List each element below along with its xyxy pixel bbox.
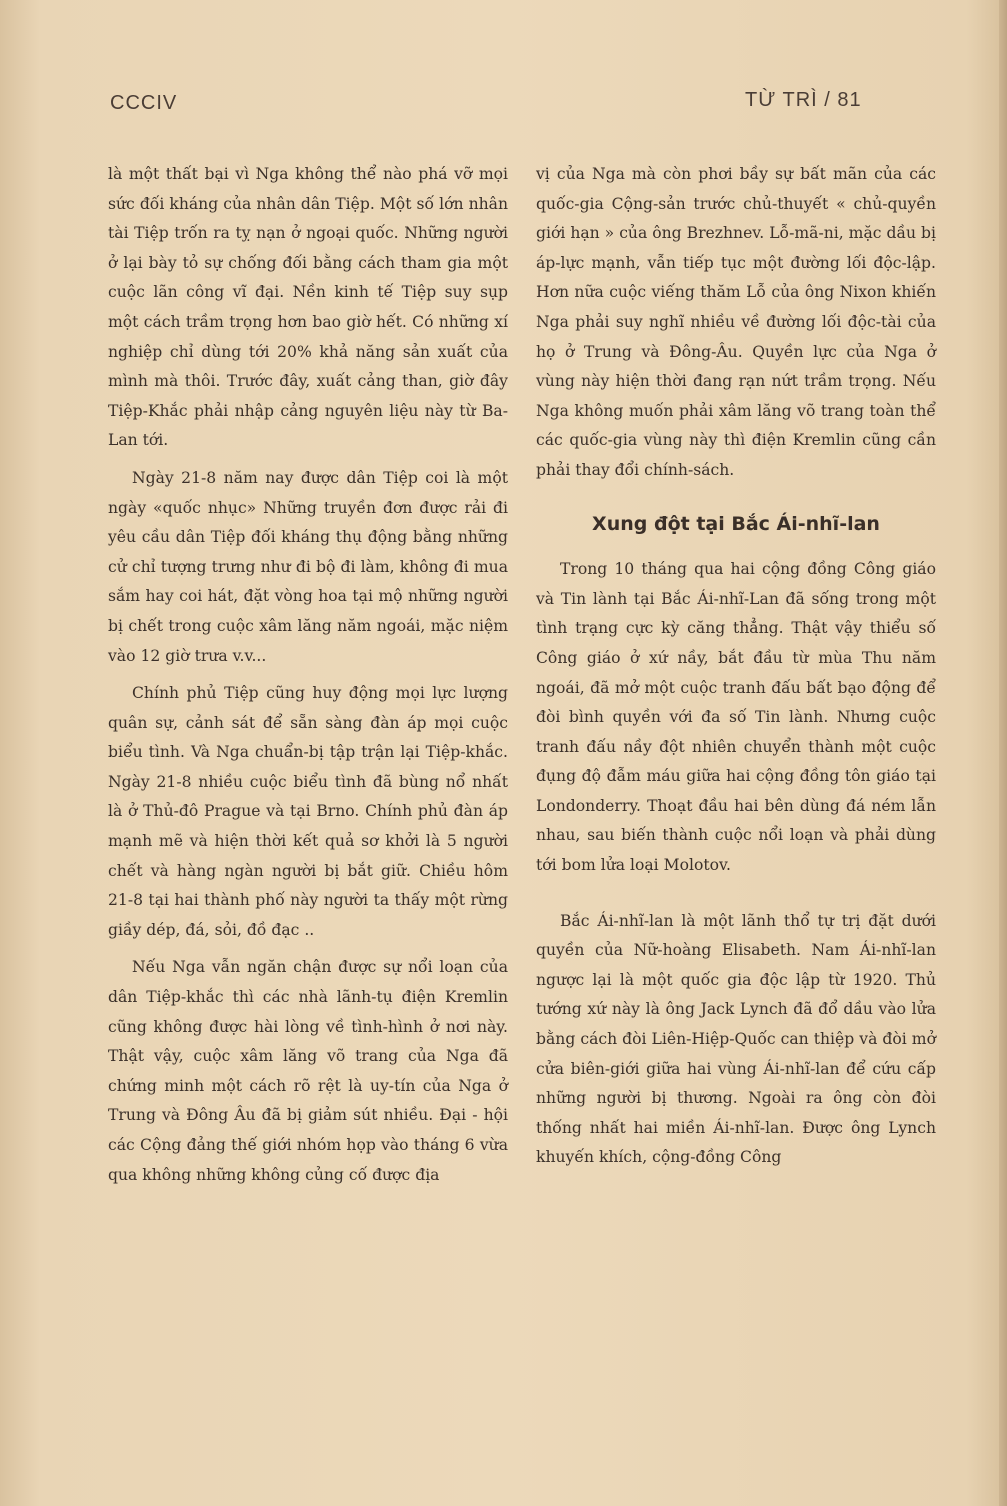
running-title: TỪ TRÌ / 81 [745, 89, 862, 111]
right-paragraph-3: Bắc Ái-nhĩ-lan là một lãnh thổ tự trị đặt dưới quyền của Nữ-hoàng Elisabeth. Nam Ái-nhĩ-lan ngược lại là một quốc gia độc lập từ 1920. Thủ tướng xứ này là ông Jack Lynch đã đổ dầu vào lửa bằng cách đòi Liên-Hiệp-Quốc can thiệp và đòi mở cửa biên-giới giữa hai vùng Ái-nhĩ-lan để cứu cấp những người bị thương. Ngoài ra ông còn đòi thống nhất hai miền Ái-nhĩ-lan. Được ông Lynch khuyến khích, cộng-đồng Công [536, 911, 936, 1167]
page-edge [999, 0, 1007, 1506]
paragraph-gap [536, 889, 936, 907]
left-paragraph-2: Ngày 21-8 năm nay được dân Tiệp coi là một ngày «quốc nhục» Những truyền đơn được rải đi yêu cầu dân Tiệp đối kháng thụ động bằng những cử chỉ tượng trưng như đi bộ đi làm, không đi mua sắm hay coi hát, đặt vòng hoa tại mộ những người bị chết trong cuộc xâm lăng năm ngoái, mặc niệm vào 12 giờ trưa v.v... [108, 468, 508, 665]
left-paragraph-1: là một thất bại vì Nga không thể nào phá vỡ mọi sức đối kháng của nhân dân Tiệp. Một số lớn nhân tài Tiệp trốn ra tỵ nạn ở ngoại quốc. Những người ở lại bày tỏ sự chống đối bằng cách tham gia một cuộc lãn công vĩ đại. Nền kinh tế Tiệp suy sụp một cách trầm trọng hơn bao giờ hết. Có những xí nghiệp chỉ dùng tới 20% khả năng sản xuất của mình mà thôi. Trước đây, xuất cảng than, giờ đây Tiệp-Khắc phải nhập cảng nguyên liệu này từ Ba-Lan tới. [108, 165, 508, 450]
left-paragraph-3: Chính phủ Tiệp cũng huy động mọi lực lượng quân sự, cảnh sát để sẵn sàng đàn áp mọi cuộc biểu tình. Và Nga chuẩn-bị tập trận lại Tiệp-khắc. Ngày 21-8 nhiều cuộc biểu tình đã bùng nổ nhất là ở Thủ-đô Prague và tại Brno. Chính phủ đàn áp mạnh mẽ và hiện thời kết quả sơ khởi là 5 người chết và hàng ngàn người bị bắt giữ. Chiều hôm 21-8 tại hai thành phố này người ta thấy một rừng giầy dép, đá, sỏi, đồ đạc .. [108, 684, 508, 939]
right-paragraph-1: vị của Nga mà còn phơi bầy sự bất mãn của các quốc-gia Cộng-sản trước chủ-thuyết « chủ-quyền giới hạn » của ông Brezhnev. Lỗ-mã-ni, mặc dầu bị áp-lực mạnh, vẫn tiếp tục một đường lối độc-lập. Hơn nữa cuộc viếng thăm Lỗ của ông Nixon khiến Nga phải suy nghĩ nhiều về đường lối độc-tài của họ ở Trung và Đông-Âu. Quyền lực của Nga ở vùng này hiện thời đang rạn nứt trầm trọng. Nếu Nga không muốn phải xâm lăng võ trang toàn thể các quốc-gia vùng này thì điện Kremlin cũng cần phải thay đổi chính-sách. [536, 165, 936, 479]
page-number: CCCIV [110, 92, 178, 114]
left-column [108, 160, 508, 1198]
section-title: Xung đột tại Bắc Ái-nhĩ-lan [592, 512, 880, 535]
left-paragraph-4: Nếu Nga vẫn ngăn chận được sự nổi loạn của dân Tiệp-khắc thì các nhà lãnh-tụ điện Kremlin cũng không được hài lòng về tình-hình ở nơi này. Thật vậy, cuộc xâm lăng võ trang của Nga đã chứng minh một cách rõ rệt là uy-tín của Nga ở Trung và Đông Âu đã bị giảm sút nhiều. Đại - hội các Cộng đảng thế giới nhóm họp vào tháng 6 vừa qua không những không củng cố được địa [108, 958, 508, 1184]
right-paragraph-2: Trong 10 tháng qua hai cộng đồng Công giáo và Tin lành tại Bắc Ái-nhĩ-Lan đã sống trong một tình trạng cực kỳ căng thẳng. Thật vậy thiểu số Công giáo ở xứ nầy, bắt đầu từ mùa Thu năm ngoái, đã mở một cuộc tranh đấu bất bạo động để đòi bình quyền với đa số Tin lành. Nhưng cuộc tranh đấu nầy đột nhiên chuyển thành một cuộc đụng độ đẫm máu giữa hai cộng đồng tôn giáo tại Londonderry. Thoạt đầu hai bên dùng đá ném lẫn nhau, sau biến thành cuộc nổi loạn và phải dùng tới bom lửa loại Molotov. [536, 560, 936, 875]
right-column [536, 160, 936, 1181]
